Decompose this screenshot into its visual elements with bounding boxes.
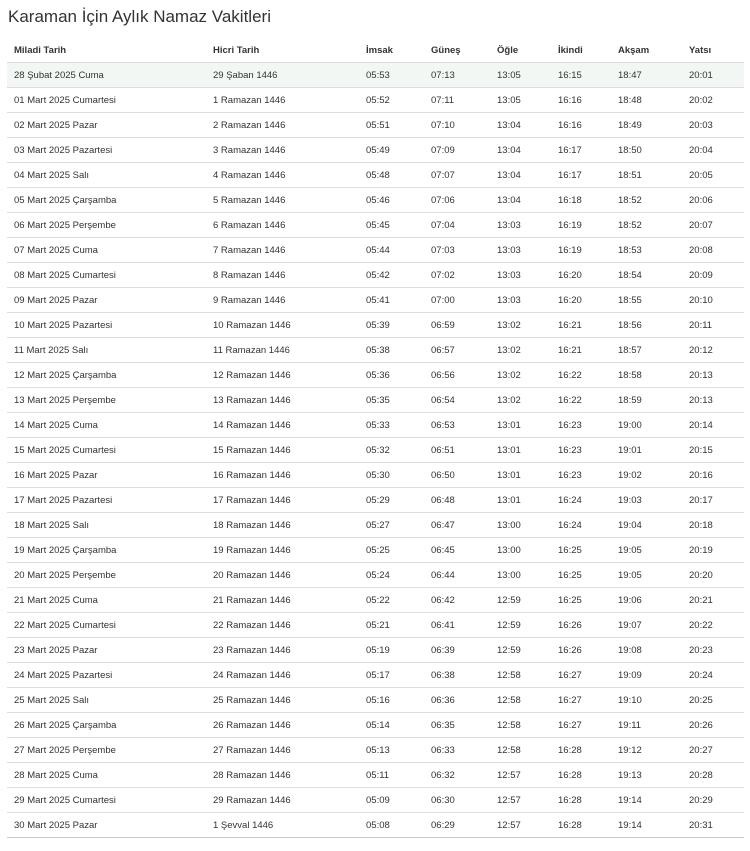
yatsi-cell: 20:23 <box>682 638 744 663</box>
yatsi-cell: 20:20 <box>682 563 744 588</box>
table-row <box>7 363 744 388</box>
column-header-gregorian-date: Miladi Tarih <box>14 44 67 56</box>
hijri-date-cell: 8 Ramazan 1446 <box>206 263 359 288</box>
yatsi-cell: 20:01 <box>682 63 744 88</box>
table-row <box>7 238 744 263</box>
ikindi-cell: 16:23 <box>551 438 611 463</box>
imsak-cell: 05:27 <box>359 513 424 538</box>
gregorian-date-cell: 30 Mart 2025 Pazar <box>7 813 206 838</box>
imsak-cell: 05:44 <box>359 238 424 263</box>
ogle-cell: 13:02 <box>490 363 551 388</box>
ikindi-cell: 16:19 <box>551 213 611 238</box>
hijri-date-cell: 16 Ramazan 1446 <box>206 463 359 488</box>
hijri-date-cell: 21 Ramazan 1446 <box>206 588 359 613</box>
ogle-cell: 13:00 <box>490 538 551 563</box>
imsak-cell: 05:29 <box>359 488 424 513</box>
hijri-date-cell: 18 Ramazan 1446 <box>206 513 359 538</box>
hijri-date-cell: 25 Ramazan 1446 <box>206 688 359 713</box>
ogle-cell: 12:58 <box>490 713 551 738</box>
gunes-cell: 07:00 <box>424 288 490 313</box>
ikindi-cell: 16:27 <box>551 663 611 688</box>
yatsi-cell: 20:02 <box>682 88 744 113</box>
imsak-cell: 05:24 <box>359 563 424 588</box>
column-header-ogle: Öğle <box>497 44 519 56</box>
gunes-cell: 07:09 <box>424 138 490 163</box>
gregorian-date-cell: 22 Mart 2025 Cumartesi <box>7 613 206 638</box>
hijri-date-cell: 22 Ramazan 1446 <box>206 613 359 638</box>
hijri-date-cell: 20 Ramazan 1446 <box>206 563 359 588</box>
gregorian-date-cell: 15 Mart 2025 Cumartesi <box>7 438 206 463</box>
ogle-cell: 13:05 <box>490 88 551 113</box>
imsak-cell: 05:08 <box>359 813 424 838</box>
column-header-hijri-date: Hicri Tarih <box>213 44 260 56</box>
imsak-cell: 05:19 <box>359 638 424 663</box>
gunes-cell: 06:51 <box>424 438 490 463</box>
hijri-date-cell: 17 Ramazan 1446 <box>206 488 359 513</box>
ogle-cell: 12:59 <box>490 638 551 663</box>
aksam-cell: 19:11 <box>611 713 682 738</box>
yatsi-cell: 20:21 <box>682 588 744 613</box>
gregorian-date-cell: 04 Mart 2025 Salı <box>7 163 206 188</box>
imsak-cell: 05:32 <box>359 438 424 463</box>
table-row <box>7 763 744 788</box>
imsak-cell: 05:22 <box>359 588 424 613</box>
aksam-cell: 18:52 <box>611 188 682 213</box>
gunes-cell: 06:44 <box>424 563 490 588</box>
aksam-cell: 19:02 <box>611 463 682 488</box>
gregorian-date-cell: 13 Mart 2025 Perşembe <box>7 388 206 413</box>
hijri-date-cell: 3 Ramazan 1446 <box>206 138 359 163</box>
hijri-date-cell: 19 Ramazan 1446 <box>206 538 359 563</box>
imsak-cell: 05:48 <box>359 163 424 188</box>
ikindi-cell: 16:17 <box>551 163 611 188</box>
table-row <box>7 138 744 163</box>
aksam-cell: 18:55 <box>611 288 682 313</box>
ogle-cell: 13:03 <box>490 263 551 288</box>
ikindi-cell: 16:23 <box>551 413 611 438</box>
gregorian-date-cell: 07 Mart 2025 Cuma <box>7 238 206 263</box>
ogle-cell: 13:00 <box>490 563 551 588</box>
aksam-cell: 19:04 <box>611 513 682 538</box>
gunes-cell: 06:38 <box>424 663 490 688</box>
gregorian-date-cell: 29 Mart 2025 Cumartesi <box>7 788 206 813</box>
yatsi-cell: 20:27 <box>682 738 744 763</box>
table-row <box>7 88 744 113</box>
aksam-cell: 18:51 <box>611 163 682 188</box>
imsak-cell: 05:42 <box>359 263 424 288</box>
imsak-cell: 05:14 <box>359 713 424 738</box>
table-row <box>7 688 744 713</box>
ikindi-cell: 16:23 <box>551 463 611 488</box>
hijri-date-cell: 6 Ramazan 1446 <box>206 213 359 238</box>
table-row <box>7 613 744 638</box>
aksam-cell: 19:14 <box>611 788 682 813</box>
gunes-cell: 06:48 <box>424 488 490 513</box>
ogle-cell: 13:04 <box>490 113 551 138</box>
yatsi-cell: 20:29 <box>682 788 744 813</box>
hijri-date-cell: 13 Ramazan 1446 <box>206 388 359 413</box>
ogle-cell: 13:01 <box>490 488 551 513</box>
gregorian-date-cell: 24 Mart 2025 Pazartesi <box>7 663 206 688</box>
ikindi-cell: 16:18 <box>551 188 611 213</box>
table-row <box>7 213 744 238</box>
table-row <box>7 388 744 413</box>
ogle-cell: 13:01 <box>490 413 551 438</box>
ogle-cell: 12:59 <box>490 613 551 638</box>
ikindi-cell: 16:28 <box>551 738 611 763</box>
imsak-cell: 05:53 <box>359 63 424 88</box>
gunes-cell: 06:57 <box>424 338 490 363</box>
aksam-cell: 19:05 <box>611 563 682 588</box>
hijri-date-cell: 24 Ramazan 1446 <box>206 663 359 688</box>
yatsi-cell: 20:06 <box>682 188 744 213</box>
ogle-cell: 12:58 <box>490 688 551 713</box>
imsak-cell: 05:49 <box>359 138 424 163</box>
ogle-cell: 12:59 <box>490 588 551 613</box>
aksam-cell: 19:06 <box>611 588 682 613</box>
yatsi-cell: 20:04 <box>682 138 744 163</box>
gunes-cell: 06:47 <box>424 513 490 538</box>
imsak-cell: 05:09 <box>359 788 424 813</box>
ikindi-cell: 16:16 <box>551 88 611 113</box>
yatsi-cell: 20:12 <box>682 338 744 363</box>
aksam-cell: 18:48 <box>611 88 682 113</box>
gunes-cell: 07:04 <box>424 213 490 238</box>
ogle-cell: 13:01 <box>490 463 551 488</box>
ogle-cell: 13:02 <box>490 313 551 338</box>
table-row <box>7 438 744 463</box>
gregorian-date-cell: 03 Mart 2025 Pazartesi <box>7 138 206 163</box>
gregorian-date-cell: 23 Mart 2025 Pazar <box>7 638 206 663</box>
aksam-cell: 19:12 <box>611 738 682 763</box>
ikindi-cell: 16:20 <box>551 263 611 288</box>
yatsi-cell: 20:09 <box>682 263 744 288</box>
gregorian-date-cell: 27 Mart 2025 Perşembe <box>7 738 206 763</box>
hijri-date-cell: 10 Ramazan 1446 <box>206 313 359 338</box>
hijri-date-cell: 23 Ramazan 1446 <box>206 638 359 663</box>
aksam-cell: 18:47 <box>611 63 682 88</box>
imsak-cell: 05:16 <box>359 688 424 713</box>
gunes-cell: 06:50 <box>424 463 490 488</box>
table-row <box>7 338 744 363</box>
table-row <box>7 813 744 838</box>
ikindi-cell: 16:26 <box>551 638 611 663</box>
table-row <box>7 513 744 538</box>
gregorian-date-cell: 28 Mart 2025 Cuma <box>7 763 206 788</box>
hijri-date-cell: 5 Ramazan 1446 <box>206 188 359 213</box>
gregorian-date-cell: 28 Şubat 2025 Cuma <box>7 63 206 88</box>
gunes-cell: 06:32 <box>424 763 490 788</box>
table-row <box>7 638 744 663</box>
yatsi-cell: 20:22 <box>682 613 744 638</box>
gregorian-date-cell: 14 Mart 2025 Cuma <box>7 413 206 438</box>
aksam-cell: 19:10 <box>611 688 682 713</box>
gunes-cell: 07:02 <box>424 263 490 288</box>
gregorian-date-cell: 16 Mart 2025 Pazar <box>7 463 206 488</box>
ikindi-cell: 16:21 <box>551 338 611 363</box>
gunes-cell: 06:42 <box>424 588 490 613</box>
ikindi-cell: 16:28 <box>551 788 611 813</box>
imsak-cell: 05:51 <box>359 113 424 138</box>
aksam-cell: 19:09 <box>611 663 682 688</box>
gregorian-date-cell: 17 Mart 2025 Pazartesi <box>7 488 206 513</box>
table-row <box>7 488 744 513</box>
gregorian-date-cell: 18 Mart 2025 Salı <box>7 513 206 538</box>
ikindi-cell: 16:20 <box>551 288 611 313</box>
hijri-date-cell: 4 Ramazan 1446 <box>206 163 359 188</box>
hijri-date-cell: 1 Ramazan 1446 <box>206 88 359 113</box>
hijri-date-cell: 11 Ramazan 1446 <box>206 338 359 363</box>
yatsi-cell: 20:11 <box>682 313 744 338</box>
column-header-yatsi: Yatsı <box>689 44 712 56</box>
table-row <box>7 738 744 763</box>
ogle-cell: 13:02 <box>490 338 551 363</box>
column-header-aksam: Akşam <box>618 44 650 56</box>
ogle-cell: 13:04 <box>490 163 551 188</box>
aksam-cell: 19:01 <box>611 438 682 463</box>
hijri-date-cell: 2 Ramazan 1446 <box>206 113 359 138</box>
yatsi-cell: 20:25 <box>682 688 744 713</box>
imsak-cell: 05:41 <box>359 288 424 313</box>
gunes-cell: 06:41 <box>424 613 490 638</box>
yatsi-cell: 20:24 <box>682 663 744 688</box>
yatsi-cell: 20:14 <box>682 413 744 438</box>
imsak-cell: 05:17 <box>359 663 424 688</box>
ogle-cell: 13:04 <box>490 188 551 213</box>
yatsi-cell: 20:26 <box>682 713 744 738</box>
aksam-cell: 18:53 <box>611 238 682 263</box>
gunes-cell: 06:39 <box>424 638 490 663</box>
table-row <box>7 538 744 563</box>
gregorian-date-cell: 10 Mart 2025 Pazartesi <box>7 313 206 338</box>
yatsi-cell: 20:28 <box>682 763 744 788</box>
gunes-cell: 06:36 <box>424 688 490 713</box>
aksam-cell: 19:07 <box>611 613 682 638</box>
yatsi-cell: 20:03 <box>682 113 744 138</box>
table-row <box>7 63 744 88</box>
aksam-cell: 19:03 <box>611 488 682 513</box>
hijri-date-cell: 9 Ramazan 1446 <box>206 288 359 313</box>
gregorian-date-cell: 21 Mart 2025 Cuma <box>7 588 206 613</box>
aksam-cell: 19:14 <box>611 813 682 838</box>
imsak-cell: 05:46 <box>359 188 424 213</box>
gregorian-date-cell: 06 Mart 2025 Perşembe <box>7 213 206 238</box>
imsak-cell: 05:35 <box>359 388 424 413</box>
gregorian-date-cell: 05 Mart 2025 Çarşamba <box>7 188 206 213</box>
aksam-cell: 19:13 <box>611 763 682 788</box>
aksam-cell: 18:52 <box>611 213 682 238</box>
ikindi-cell: 16:22 <box>551 363 611 388</box>
imsak-cell: 05:36 <box>359 363 424 388</box>
ogle-cell: 12:57 <box>490 788 551 813</box>
table-row <box>7 163 744 188</box>
yatsi-cell: 20:18 <box>682 513 744 538</box>
aksam-cell: 18:56 <box>611 313 682 338</box>
gregorian-date-cell: 19 Mart 2025 Çarşamba <box>7 538 206 563</box>
table-header <box>7 38 744 63</box>
gregorian-date-cell: 08 Mart 2025 Cumartesi <box>7 263 206 288</box>
table-row <box>7 563 744 588</box>
ogle-cell: 12:58 <box>490 738 551 763</box>
imsak-cell: 05:11 <box>359 763 424 788</box>
hijri-date-cell: 29 Ramazan 1446 <box>206 788 359 813</box>
ikindi-cell: 16:22 <box>551 388 611 413</box>
table-row <box>7 188 744 213</box>
gunes-cell: 07:03 <box>424 238 490 263</box>
aksam-cell: 19:05 <box>611 538 682 563</box>
ikindi-cell: 16:21 <box>551 313 611 338</box>
table-row <box>7 263 744 288</box>
yatsi-cell: 20:08 <box>682 238 744 263</box>
ikindi-cell: 16:16 <box>551 113 611 138</box>
gunes-cell: 07:07 <box>424 163 490 188</box>
gunes-cell: 06:53 <box>424 413 490 438</box>
imsak-cell: 05:13 <box>359 738 424 763</box>
hijri-date-cell: 14 Ramazan 1446 <box>206 413 359 438</box>
imsak-cell: 05:45 <box>359 213 424 238</box>
gregorian-date-cell: 20 Mart 2025 Perşembe <box>7 563 206 588</box>
gunes-cell: 07:11 <box>424 88 490 113</box>
gunes-cell: 06:33 <box>424 738 490 763</box>
table-body <box>7 63 744 838</box>
table-row <box>7 663 744 688</box>
yatsi-cell: 20:17 <box>682 488 744 513</box>
ogle-cell: 13:04 <box>490 138 551 163</box>
ogle-cell: 12:58 <box>490 663 551 688</box>
yatsi-cell: 20:05 <box>682 163 744 188</box>
gregorian-date-cell: 01 Mart 2025 Cumartesi <box>7 88 206 113</box>
hijri-date-cell: 29 Şaban 1446 <box>206 63 359 88</box>
table-row <box>7 788 744 813</box>
aksam-cell: 18:59 <box>611 388 682 413</box>
gunes-cell: 06:56 <box>424 363 490 388</box>
ikindi-cell: 16:19 <box>551 238 611 263</box>
gregorian-date-cell: 09 Mart 2025 Pazar <box>7 288 206 313</box>
ogle-cell: 13:03 <box>490 213 551 238</box>
imsak-cell: 05:39 <box>359 313 424 338</box>
yatsi-cell: 20:16 <box>682 463 744 488</box>
ikindi-cell: 16:17 <box>551 138 611 163</box>
gunes-cell: 07:06 <box>424 188 490 213</box>
header-row <box>7 38 744 63</box>
hijri-date-cell: 15 Ramazan 1446 <box>206 438 359 463</box>
hijri-date-cell: 1 Şevval 1446 <box>206 813 359 838</box>
yatsi-cell: 20:15 <box>682 438 744 463</box>
imsak-cell: 05:25 <box>359 538 424 563</box>
aksam-cell: 18:54 <box>611 263 682 288</box>
gunes-cell: 06:54 <box>424 388 490 413</box>
ikindi-cell: 16:27 <box>551 713 611 738</box>
aksam-cell: 19:08 <box>611 638 682 663</box>
gunes-cell: 07:13 <box>424 63 490 88</box>
yatsi-cell: 20:10 <box>682 288 744 313</box>
table-row <box>7 113 744 138</box>
ogle-cell: 13:02 <box>490 388 551 413</box>
ogle-cell: 13:00 <box>490 513 551 538</box>
ogle-cell: 12:57 <box>490 813 551 838</box>
ogle-cell: 13:01 <box>490 438 551 463</box>
column-header-ikindi: İkindi <box>558 44 583 56</box>
yatsi-cell: 20:31 <box>682 813 744 838</box>
gunes-cell: 06:59 <box>424 313 490 338</box>
gregorian-date-cell: 26 Mart 2025 Çarşamba <box>7 713 206 738</box>
ikindi-cell: 16:24 <box>551 488 611 513</box>
gunes-cell: 06:30 <box>424 788 490 813</box>
imsak-cell: 05:30 <box>359 463 424 488</box>
ikindi-cell: 16:24 <box>551 513 611 538</box>
page-title: Karaman İçin Aylık Namaz Vakitleri <box>8 7 271 26</box>
gregorian-date-cell: 12 Mart 2025 Çarşamba <box>7 363 206 388</box>
hijri-date-cell: 27 Ramazan 1446 <box>206 738 359 763</box>
aksam-cell: 19:00 <box>611 413 682 438</box>
ogle-cell: 13:03 <box>490 238 551 263</box>
table-row <box>7 313 744 338</box>
table-row <box>7 463 744 488</box>
yatsi-cell: 20:19 <box>682 538 744 563</box>
hijri-date-cell: 26 Ramazan 1446 <box>206 713 359 738</box>
gunes-cell: 06:35 <box>424 713 490 738</box>
yatsi-cell: 20:13 <box>682 388 744 413</box>
ogle-cell: 12:57 <box>490 763 551 788</box>
ikindi-cell: 16:25 <box>551 563 611 588</box>
hijri-date-cell: 12 Ramazan 1446 <box>206 363 359 388</box>
gunes-cell: 07:10 <box>424 113 490 138</box>
imsak-cell: 05:38 <box>359 338 424 363</box>
ikindi-cell: 16:28 <box>551 763 611 788</box>
hijri-date-cell: 7 Ramazan 1446 <box>206 238 359 263</box>
aksam-cell: 18:49 <box>611 113 682 138</box>
gunes-cell: 06:29 <box>424 813 490 838</box>
column-header-gunes: Güneş <box>431 44 461 56</box>
ikindi-cell: 16:15 <box>551 63 611 88</box>
prayer-times-table <box>7 38 744 838</box>
hijri-date-cell: 28 Ramazan 1446 <box>206 763 359 788</box>
imsak-cell: 05:33 <box>359 413 424 438</box>
table-row <box>7 413 744 438</box>
column-header-imsak: İmsak <box>366 44 393 56</box>
ikindi-cell: 16:28 <box>551 813 611 838</box>
gregorian-date-cell: 02 Mart 2025 Pazar <box>7 113 206 138</box>
aksam-cell: 18:50 <box>611 138 682 163</box>
aksam-cell: 18:58 <box>611 363 682 388</box>
gregorian-date-cell: 25 Mart 2025 Salı <box>7 688 206 713</box>
ikindi-cell: 16:26 <box>551 613 611 638</box>
table-row <box>7 588 744 613</box>
gunes-cell: 06:45 <box>424 538 490 563</box>
ikindi-cell: 16:25 <box>551 538 611 563</box>
yatsi-cell: 20:07 <box>682 213 744 238</box>
aksam-cell: 18:57 <box>611 338 682 363</box>
table-row <box>7 288 744 313</box>
imsak-cell: 05:21 <box>359 613 424 638</box>
ogle-cell: 13:03 <box>490 288 551 313</box>
yatsi-cell: 20:13 <box>682 363 744 388</box>
table-row <box>7 713 744 738</box>
gregorian-date-cell: 11 Mart 2025 Salı <box>7 338 206 363</box>
ogle-cell: 13:05 <box>490 63 551 88</box>
ikindi-cell: 16:25 <box>551 588 611 613</box>
imsak-cell: 05:52 <box>359 88 424 113</box>
ikindi-cell: 16:27 <box>551 688 611 713</box>
